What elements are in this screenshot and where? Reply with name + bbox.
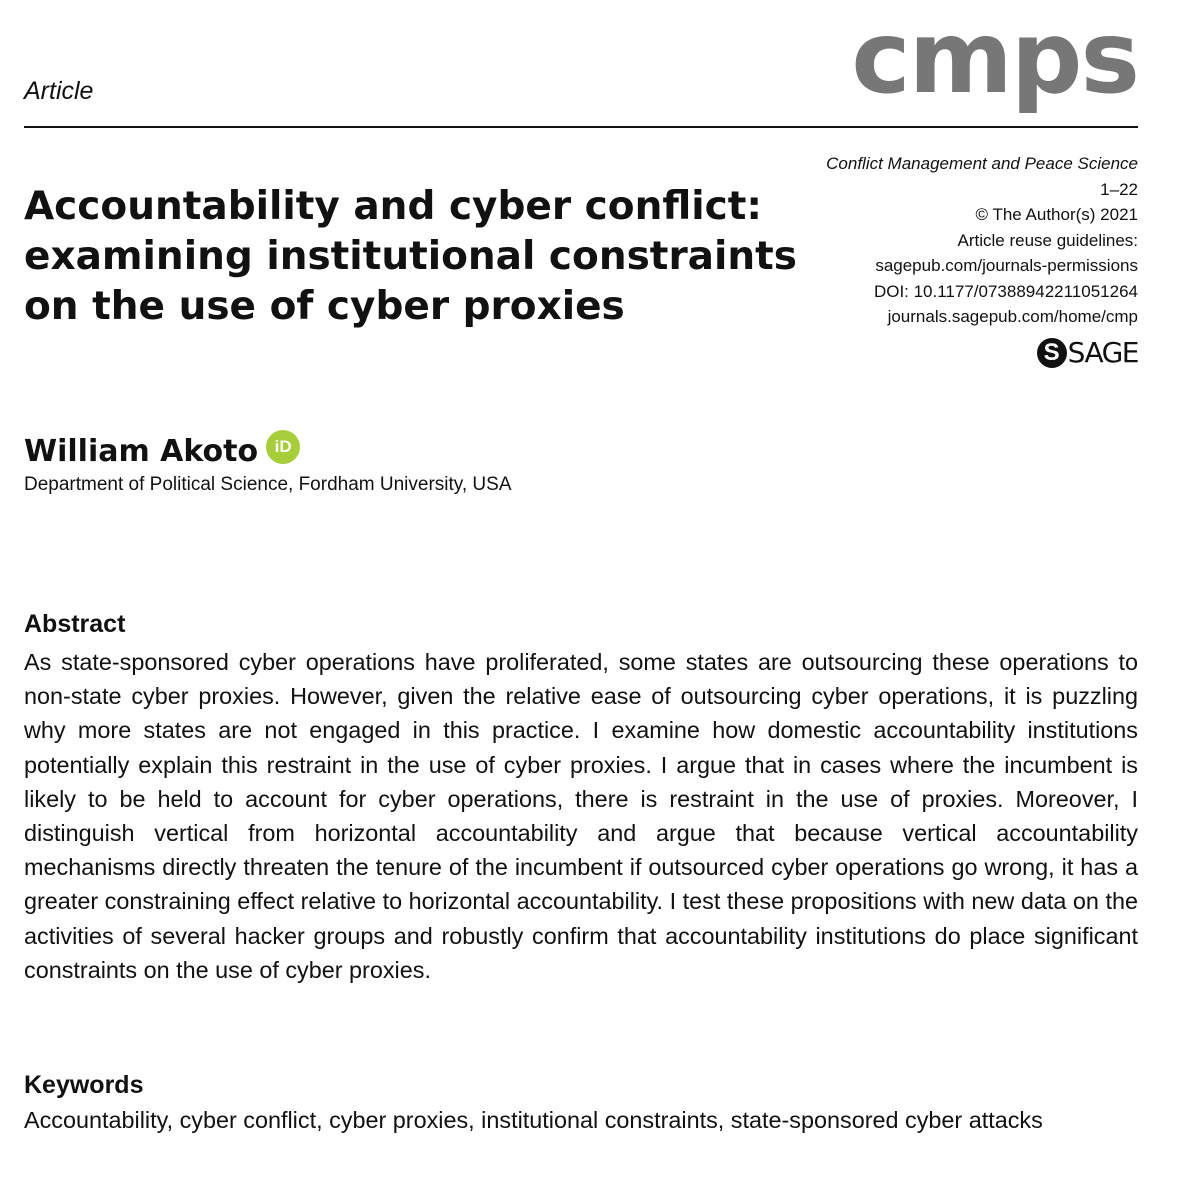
author-affiliation: Department of Political Science, Fordham University, USA <box>24 474 512 495</box>
journal-homepage-link[interactable]: journals.sagepub.com/home/cmp <box>887 307 1138 326</box>
journal-name: Conflict Management and Peace Science <box>826 154 1138 173</box>
article-type-label: Article <box>24 77 94 105</box>
title-line: examining institutional constraints <box>24 234 797 279</box>
article-title <box>24 182 797 332</box>
publisher-name: SAGE <box>1067 336 1138 369</box>
keywords-text: Accountability, cyber conflict, cyber proxies, institutional constraints, state-sponsored cyber attacks <box>24 1107 1043 1133</box>
permissions-link[interactable]: sagepub.com/journals-permissions <box>875 256 1138 275</box>
journal-logo: cmps <box>851 0 1138 116</box>
page-range: 1–22 <box>1100 179 1138 199</box>
publisher-logo <box>1037 336 1138 369</box>
orcid-icon[interactable]: iD <box>266 430 300 464</box>
abstract-heading: Abstract <box>24 610 126 638</box>
keywords-heading: Keywords <box>24 1071 144 1099</box>
reuse-guidelines: Article reuse guidelines: <box>957 230 1138 250</box>
sage-icon: S <box>1037 338 1067 368</box>
copyright: © The Author(s) 2021 <box>975 205 1138 224</box>
title-line: Accountability and cyber conflict: <box>24 184 762 229</box>
author-name: William Akoto <box>24 434 259 469</box>
publication-meta <box>826 151 1138 330</box>
header-rule <box>24 126 1138 128</box>
title-line: on the use of cyber proxies <box>24 284 625 329</box>
doi[interactable]: DOI: 10.1177/07388942211051264 <box>873 281 1138 301</box>
author-row <box>24 434 300 469</box>
abstract-text: As state-sponsored cyber operations have proliferated, some states are outsourcing these operations to non-state cyber proxies. However, given the relative ease of outsourcing cyber operations, it is puzzling why more states are not engaged in this practice. I examine how domestic accountability institutions potentially explain this restraint in the use of cyber proxies. I argue that in cases where the incumbent is likely to be held to account for cyber operations, there is restraint in the use of proxies. Moreover, I distinguish vertical from horizontal accountability and argue that because vertical accountability mechanisms directly threaten the tenure of the incumbent if outsourced cyber operations go wrong, it has a greater constraining effect relative to horizontal accountability. I test these propositions with new data on the activities of several hacker groups and robustly confirm that accountability institutions do place significant constraints on the use of cyber proxies. <box>24 649 1138 983</box>
